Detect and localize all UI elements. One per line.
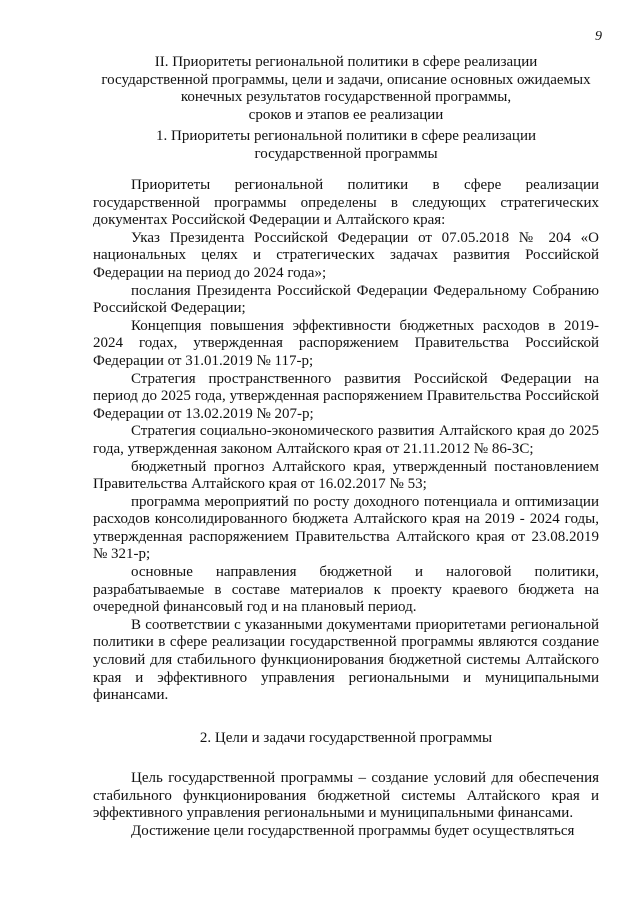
paragraph: Стратегия пространственного развития Российской Федерации на период до 2025 года, утвержденная распоряжением Правительства Российской Федерации от 13.02.2019 № 207-р; bbox=[93, 370, 599, 422]
paragraph: Достижение цели государственной программы будет осуществляться bbox=[131, 822, 575, 839]
subsection-heading-1 bbox=[93, 128, 599, 163]
subsection-heading-2-text: 2. Цели и задачи государственной программы bbox=[199, 730, 493, 746]
paragraph: Концепция повышения эффективности бюджетных расходов в 2019-2024 годах, утвержденная распоряжением Правительства Российской Федерации от 31.01.2019 № 117-р; bbox=[93, 317, 599, 369]
body-text-section-1 bbox=[93, 177, 599, 705]
paragraph: Цель государственной программы – создание условий для обеспечения стабильного функционирования бюджетной системы Алтайского края и эффективного управления региональными и муниципальными финансами. bbox=[93, 770, 599, 822]
section-heading-line: II. Приоритеты региональной политики в сфере реализации bbox=[154, 54, 538, 70]
subsection-heading-line: 1. Приоритеты региональной политики в сфере реализации bbox=[155, 128, 537, 144]
section-heading-line: государственной программы, цели и задачи, описание основных ожидаемых bbox=[101, 71, 591, 88]
subsection-heading-2 bbox=[93, 730, 599, 748]
paragraph: программа мероприятий по росту доходного потенциала и оптимизации расходов консолидированного бюджета Алтайского края на 2019 - 2024 годы, утвержденная распоряжением Правительства Алтайского края от 23.08.2019 № 321-р; bbox=[93, 493, 599, 563]
paragraph: В соответствии с указанными документами приоритетами региональной политики в сфере реализации государственной программы являются создание условий для стабильного функционирования бюджетной системы Алтайского края и эффективного управления региональными и муниципальными финансами. bbox=[93, 616, 599, 704]
body-text-section-2 bbox=[93, 770, 599, 840]
section-heading bbox=[93, 54, 599, 124]
paragraph: Указ Президента Российской Федерации от 07.05.2018 № 204 «О национальных целях и стратегических задачах развития Российской Федерации на период до 2024 года»; bbox=[93, 229, 599, 281]
paragraph: основные направления бюджетной и налоговой политики, разрабатываемые в составе материалов к проекту краевого бюджета на очередной финансовый год и на плановый период. bbox=[93, 564, 599, 616]
paragraph: Приоритеты региональной политики в сфере реализации государственной программы определены в следующих стратегических документах Российской Федерации и Алтайского края: bbox=[93, 177, 599, 229]
subsection-heading-line: государственной программы bbox=[254, 145, 438, 162]
paragraph: Стратегия социально-экономического развития Алтайского края до 2025 года, утвержденная законом Алтайского края от 21.11.2012 № 86-ЗС; bbox=[93, 423, 599, 457]
page-number: 9 bbox=[595, 29, 602, 44]
paragraph: бюджетный прогноз Алтайского края, утвержденный постановлением Правительства Алтайского края от 16.02.2017 № 53; bbox=[93, 458, 599, 493]
section-heading-line: сроков и этапов ее реализации bbox=[248, 106, 444, 123]
paragraph: послания Президента Российской Федерации Федеральному Собранию Российской Федерации; bbox=[93, 282, 599, 317]
section-heading-line: конечных результатов государственной программы, bbox=[180, 89, 512, 106]
